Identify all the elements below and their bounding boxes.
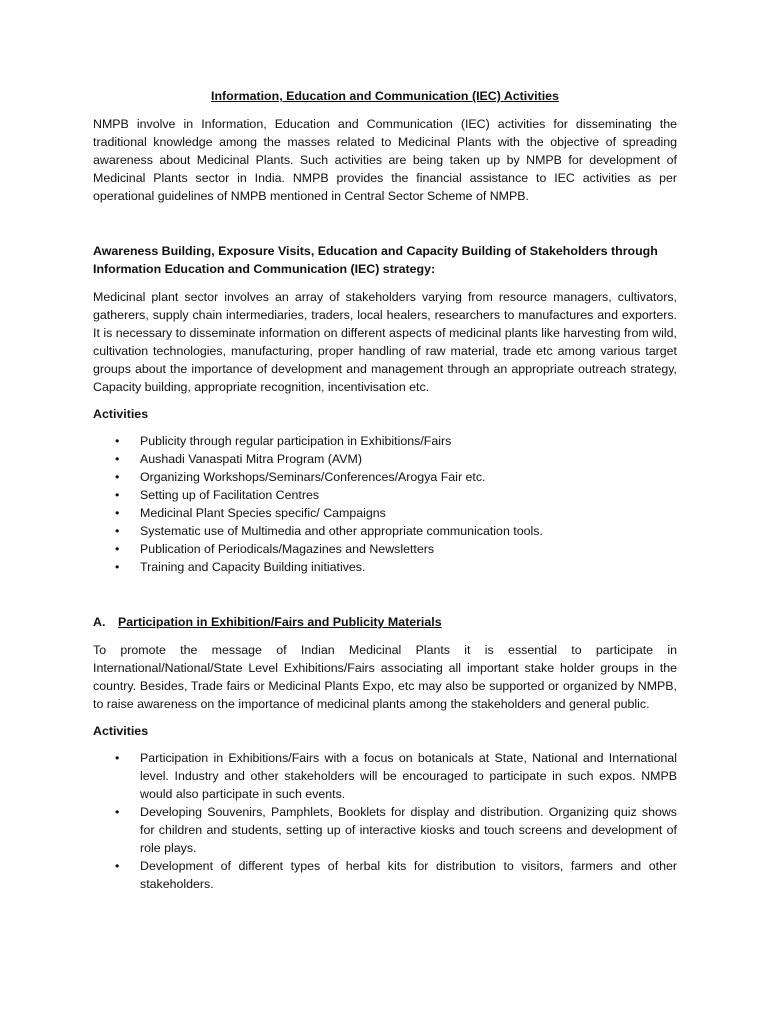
list-item xyxy=(93,432,677,450)
list-item xyxy=(93,522,677,540)
bullet-icon: • xyxy=(115,434,120,448)
list-item-text: Organizing Workshops/Seminars/Conferences/Arogya Fair etc. xyxy=(140,470,486,484)
bullet-icon: • xyxy=(115,805,120,819)
list-item-text: Systematic use of Multimedia and other appropriate communication tools. xyxy=(140,524,543,538)
section-a-heading xyxy=(93,613,677,631)
bullet-icon: • xyxy=(115,524,120,538)
list-item xyxy=(93,504,677,522)
list-item-text: Setting up of Facilitation Centres xyxy=(140,488,320,502)
list-item-text: Developing Souvenirs, Pamphlets, Booklets for display and distribution. Organizing quiz shows for children and students, setting up of interactive kiosks and touch screens and development of role plays. xyxy=(140,805,677,855)
bullet-icon: • xyxy=(115,542,120,556)
section-awareness-heading: Awareness Building, Exposure Visits, Education and Capacity Building of Stakeholders through Information Education and Communication (IEC) strategy: xyxy=(93,244,658,276)
list-item-text: Publication of Periodicals/Magazines and Newsletters xyxy=(140,542,435,556)
bullet-icon: • xyxy=(115,488,120,502)
document-content xyxy=(93,87,677,893)
section-a-activities-heading: Activities xyxy=(93,724,149,738)
bullet-icon: • xyxy=(115,506,120,520)
list-item xyxy=(93,558,677,576)
section-a-letter: A. xyxy=(93,615,106,629)
bullet-icon: • xyxy=(115,859,120,873)
list-item xyxy=(93,486,677,504)
list-item xyxy=(93,468,677,486)
bullet-icon: • xyxy=(115,751,120,765)
activities-list xyxy=(93,432,677,576)
list-item-text: Medicinal Plant Species specific/ Campaigns xyxy=(140,506,386,520)
list-item-text: Training and Capacity Building initiatives. xyxy=(140,560,366,574)
intro-paragraph: NMPB involve in Information, Education and Communication (IEC) activities for disseminating the traditional knowledge among the masses related to Medicinal Plants with the objective of spreading awareness about Medicinal Plants. Such activities are being taken up by NMPB for development of Medicinal Plants sector in India. NMPB provides the financial assistance to IEC activities as per operational guidelines of NMPB mentioned in Central Sector Scheme of NMPB. xyxy=(93,117,677,203)
bullet-icon: • xyxy=(115,470,120,484)
list-item xyxy=(93,450,677,468)
list-item xyxy=(93,857,677,893)
section-a-body: To promote the message of Indian Medicinal Plants it is essential to participate in International/National/State Level Exhibitions/Fairs associating all important stake holder groups in the country. Besides, Trade fairs or Medicinal Plants Expo, etc may also be supported or organized by NMPB, to raise awareness on the importance of medicinal plants among the stakeholders and general public. xyxy=(93,643,677,711)
list-item xyxy=(93,749,677,803)
bullet-icon: • xyxy=(115,452,120,466)
list-item-text: Participation in Exhibitions/Fairs with a focus on botanicals at State, National and International level. Industry and other stakeholders will be encouraged to participate in such expos. NMPB would also participate in such events. xyxy=(140,751,677,801)
list-item-text: Publicity through regular participation in Exhibitions/Fairs xyxy=(140,434,452,448)
section-a-activities-list xyxy=(93,749,677,893)
activities-heading: Activities xyxy=(93,407,149,421)
section-a-title: Participation in Exhibition/Fairs and Publicity Materials xyxy=(118,615,442,629)
list-item-text: Development of different types of herbal kits for distribution to visitors, farmers and other stakeholders. xyxy=(140,859,677,891)
list-item xyxy=(93,803,677,857)
bullet-icon: • xyxy=(115,560,120,574)
section-awareness-body: Medicinal plant sector involves an array of stakeholders varying from resource managers, cultivators, gatherers, supply chain intermediaries, traders, local healers, researchers to manufactures and exporters. It is necessary to disseminate information on different aspects of medicinal plants like harvesting from wild, cultivation technologies, manufacturing, proper handling of raw material, trade etc among various target groups about the importance of development and management through an appropriate outreach strategy, Capacity building, appropriate recognition, incentivisation etc. xyxy=(93,290,677,394)
list-item xyxy=(93,540,677,558)
list-item-text: Aushadi Vanaspati Mitra Program (AVM) xyxy=(140,452,362,466)
document-title: Information, Education and Communication (IEC) Activities xyxy=(211,89,559,103)
